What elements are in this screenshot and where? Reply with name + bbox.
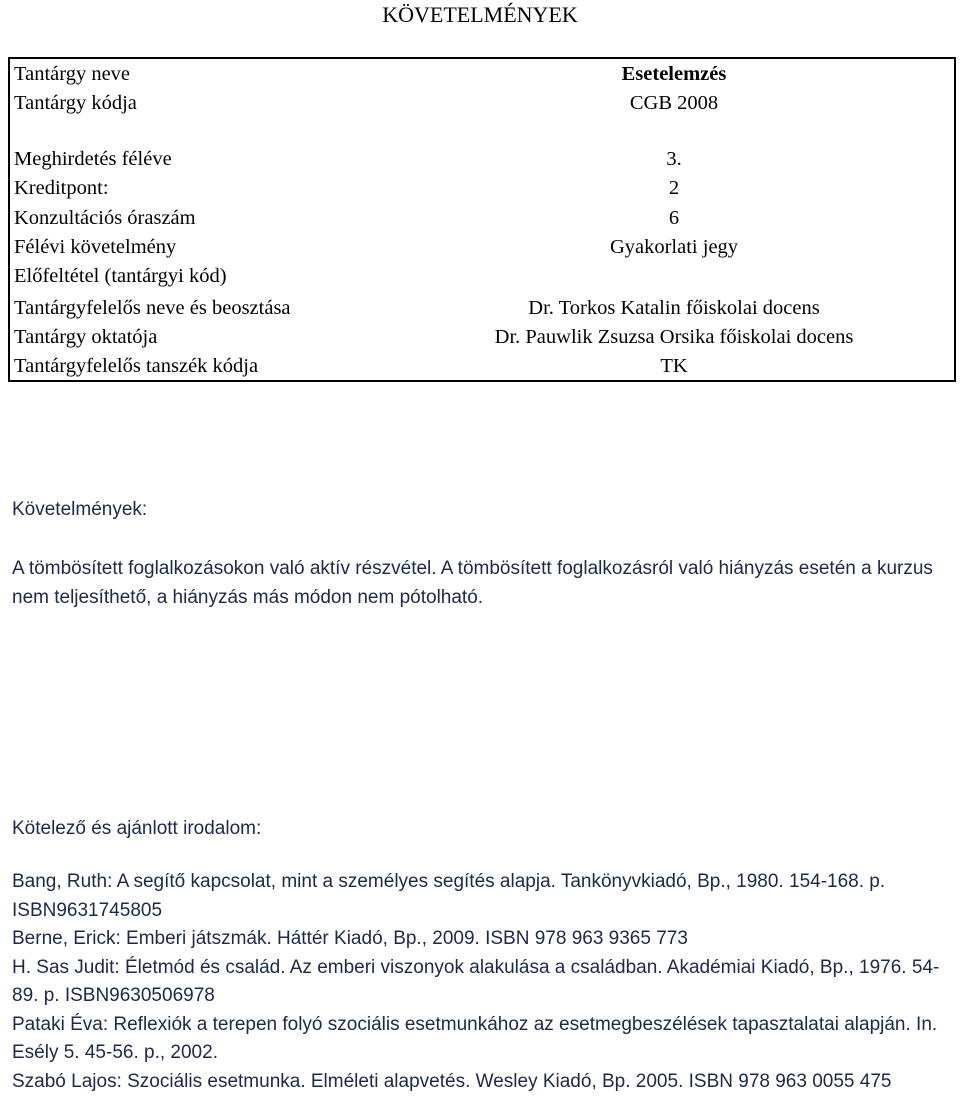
- info-row-course-code: [10, 89, 954, 118]
- info-row-requirement: [10, 233, 954, 262]
- info-value: Dr. Pauwlik Zsuzsa Orsika főiskolai docens: [494, 326, 854, 348]
- info-row-prerequisite: [10, 262, 954, 291]
- list-item: Bang, Ruth: A segítő kapcsolat, mint a személyes segítés alapja. Tankönyvkiadó, Bp., 1980. 154-168. p. ISBN9631745805: [12, 871, 886, 921]
- info-label: Tantárgyfelelős tanszék kódja: [14, 355, 259, 377]
- list-item: Berne, Erick: Emberi játszmák. Háttér Kiadó, Bp., 2009. ISBN 978 963 9365 773: [12, 928, 688, 949]
- info-row-responsible: [10, 294, 954, 323]
- info-value: Esetelemzés: [621, 63, 727, 85]
- list-item: Szabó Lajos: Szociális esetmunka. Elméleti alapvetés. Wesley Kiadó, Bp. 2005. ISBN 978 963 0055 475: [12, 1070, 892, 1092]
- info-label: Előfeltétel (tantárgyi kód): [14, 265, 227, 287]
- requirements-text: A tömbösített foglalkozásokon való aktív részvétel. A tömbösített foglalkozásról való hiányzás esetén a kurzus nem teljesíthető, a hiányzás más módon nem pótolható.: [12, 558, 933, 608]
- info-row-credits: [10, 174, 954, 203]
- info-row-consultation-hours: [10, 204, 954, 233]
- info-row-department: [10, 352, 954, 381]
- info-label: Tantárgyfelelős neve és beosztása: [14, 297, 291, 319]
- course-info-table: [8, 57, 956, 382]
- page-title: KÖVETELMÉNYEK: [382, 2, 578, 27]
- info-row-semester: [10, 145, 954, 174]
- info-value: TK: [660, 355, 688, 377]
- info-label: Konzultációs óraszám: [14, 207, 196, 229]
- info-label: Meghirdetés féléve: [14, 148, 172, 170]
- list-item: Pataki Éva: Reflexiók a terepen folyó szociális esetmunkához az esetmegbeszélések tapasztalatai alapján. In. Esély 5. 45-56. p., 2002.: [12, 1013, 938, 1063]
- info-label: Tantárgy oktatója: [14, 326, 158, 348]
- info-value: 6: [668, 207, 680, 229]
- info-value: 3.: [666, 148, 682, 170]
- info-value: Gyakorlati jegy: [609, 236, 739, 258]
- info-label: Tantárgy neve: [14, 63, 131, 85]
- info-label: Kreditpont:: [14, 177, 109, 199]
- info-row-course-name: [10, 60, 954, 89]
- info-value: 2: [668, 177, 680, 199]
- info-value: Dr. Torkos Katalin főiskolai docens: [528, 297, 820, 319]
- literature-heading: Kötelező és ajánlott irodalom:: [12, 818, 262, 839]
- info-label: Félévi követelmény: [14, 236, 177, 258]
- list-item: H. Sas Judit: Életmód és család. Az emberi viszonyok alakulása a családban. Akadémiai Kiadó, Bp., 1976. 54-89. p. ISBN9630506978: [12, 956, 940, 1006]
- literature-list: [12, 868, 942, 1096]
- requirements-heading: Követelmények:: [12, 499, 148, 520]
- info-row-instructor: [10, 323, 954, 352]
- info-label: Tantárgy kódja: [14, 92, 137, 114]
- info-value: CGB 2008: [629, 92, 719, 114]
